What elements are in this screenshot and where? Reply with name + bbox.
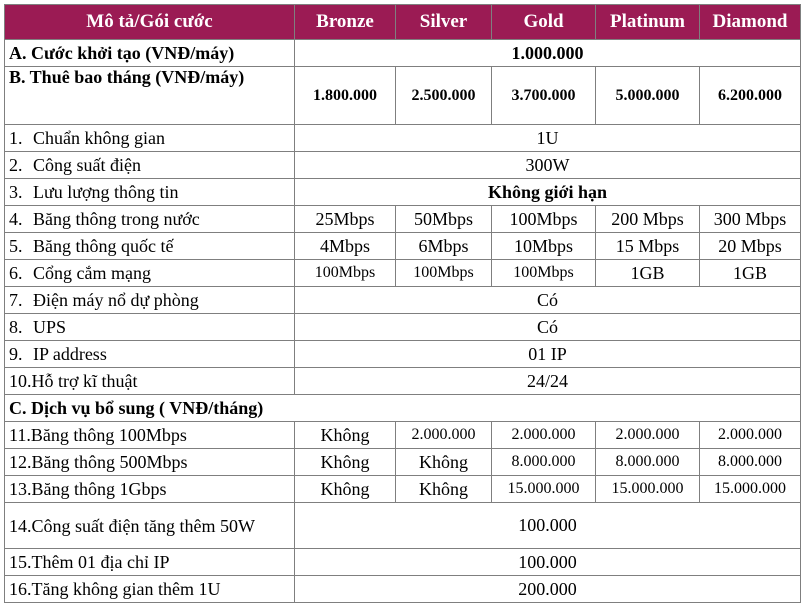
header-row bbox=[5, 5, 801, 40]
extra-value-gold: 15.000.000 bbox=[492, 476, 596, 503]
extra-value-diamond: 2.000.000 bbox=[700, 422, 801, 449]
item-label: 6. Cổng cắm mạng bbox=[5, 260, 295, 287]
extra-value: 100.000 bbox=[295, 503, 801, 549]
price-bronze: 1.800.000 bbox=[295, 67, 396, 125]
extra-value: 200.000 bbox=[295, 576, 801, 603]
section-a-row bbox=[5, 40, 801, 67]
table-row bbox=[5, 287, 801, 314]
extra-label: 14.Công suất điện tăng thêm 50W bbox=[5, 503, 295, 549]
extra-label: 12.Băng thông 500Mbps bbox=[5, 449, 295, 476]
table-row bbox=[5, 233, 801, 260]
extra-value-bronze: Không bbox=[295, 422, 396, 449]
table-row bbox=[5, 576, 801, 603]
item-label: 10.Hỗ trợ kĩ thuật bbox=[5, 368, 295, 395]
extra-label: 15.Thêm 01 địa chỉ IP bbox=[5, 549, 295, 576]
header-gold: Gold bbox=[492, 5, 596, 40]
pricing-table bbox=[4, 4, 801, 603]
table-row bbox=[5, 549, 801, 576]
item-value: Không giới hạn bbox=[295, 179, 801, 206]
extra-label: 11.Băng thông 100Mbps bbox=[5, 422, 295, 449]
section-a-value: 1.000.000 bbox=[295, 40, 801, 67]
item-value: Có bbox=[295, 314, 801, 341]
item-value-silver: 100Mbps bbox=[396, 260, 492, 287]
extra-value-gold: 2.000.000 bbox=[492, 422, 596, 449]
table-row bbox=[5, 368, 801, 395]
item-value: Có bbox=[295, 287, 801, 314]
price-gold: 3.700.000 bbox=[492, 67, 596, 125]
item-value: 300W bbox=[295, 152, 801, 179]
item-label: 8. UPS bbox=[5, 314, 295, 341]
section-a-label: A. Cước khởi tạo (VNĐ/máy) bbox=[5, 40, 295, 67]
item-value-diamond: 20 Mbps bbox=[700, 233, 801, 260]
header-diamond: Diamond bbox=[700, 5, 801, 40]
table-row bbox=[5, 341, 801, 368]
item-value: 24/24 bbox=[295, 368, 801, 395]
extra-value-platinum: 15.000.000 bbox=[596, 476, 700, 503]
price-diamond: 6.200.000 bbox=[700, 67, 801, 125]
extra-value-silver: 2.000.000 bbox=[396, 422, 492, 449]
item-label: 5. Băng thông quốc tế bbox=[5, 233, 295, 260]
table-row bbox=[5, 179, 801, 206]
extra-value-silver: Không bbox=[396, 449, 492, 476]
table-row bbox=[5, 152, 801, 179]
item-label: 9. IP address bbox=[5, 341, 295, 368]
header-bronze: Bronze bbox=[295, 5, 396, 40]
header-platinum: Platinum bbox=[596, 5, 700, 40]
section-b-label: B. Thuê bao tháng (VNĐ/máy) bbox=[5, 67, 295, 125]
table-row bbox=[5, 206, 801, 233]
extra-value-platinum: 8.000.000 bbox=[596, 449, 700, 476]
item-value-platinum: 200 Mbps bbox=[596, 206, 700, 233]
item-label: 4. Băng thông trong nước bbox=[5, 206, 295, 233]
section-c-row bbox=[5, 395, 801, 422]
table-row bbox=[5, 422, 801, 449]
extra-value-gold: 8.000.000 bbox=[492, 449, 596, 476]
item-value-platinum: 1GB bbox=[596, 260, 700, 287]
item-label: 7. Điện máy nổ dự phòng bbox=[5, 287, 295, 314]
price-silver: 2.500.000 bbox=[396, 67, 492, 125]
item-value-gold: 10Mbps bbox=[492, 233, 596, 260]
extra-value-bronze: Không bbox=[295, 476, 396, 503]
item-value-gold: 100Mbps bbox=[492, 260, 596, 287]
item-label: 3. Lưu lượng thông tin bbox=[5, 179, 295, 206]
item-value-diamond: 300 Mbps bbox=[700, 206, 801, 233]
header-desc: Mô tả/Gói cước bbox=[5, 5, 295, 40]
extra-value-diamond: 8.000.000 bbox=[700, 449, 801, 476]
table-row bbox=[5, 503, 801, 549]
extra-label: 13.Băng thông 1Gbps bbox=[5, 476, 295, 503]
extra-value-diamond: 15.000.000 bbox=[700, 476, 801, 503]
item-value-silver: 50Mbps bbox=[396, 206, 492, 233]
item-value-bronze: 100Mbps bbox=[295, 260, 396, 287]
table-row bbox=[5, 449, 801, 476]
item-value-platinum: 15 Mbps bbox=[596, 233, 700, 260]
extra-label: 16.Tăng không gian thêm 1U bbox=[5, 576, 295, 603]
extra-value-platinum: 2.000.000 bbox=[596, 422, 700, 449]
item-value: 1U bbox=[295, 125, 801, 152]
item-value-gold: 100Mbps bbox=[492, 206, 596, 233]
price-platinum: 5.000.000 bbox=[596, 67, 700, 125]
extra-value-silver: Không bbox=[396, 476, 492, 503]
item-label: 2. Công suất điện bbox=[5, 152, 295, 179]
table-row bbox=[5, 125, 801, 152]
table-row bbox=[5, 476, 801, 503]
header-silver: Silver bbox=[396, 5, 492, 40]
item-value-diamond: 1GB bbox=[700, 260, 801, 287]
item-value: 01 IP bbox=[295, 341, 801, 368]
table-row bbox=[5, 260, 801, 287]
item-value-silver: 6Mbps bbox=[396, 233, 492, 260]
table-row bbox=[5, 314, 801, 341]
item-value-bronze: 25Mbps bbox=[295, 206, 396, 233]
item-value-bronze: 4Mbps bbox=[295, 233, 396, 260]
item-label: 1. Chuẩn không gian bbox=[5, 125, 295, 152]
section-c-label: C. Dịch vụ bổ sung ( VNĐ/tháng) bbox=[5, 395, 801, 422]
extra-value-bronze: Không bbox=[295, 449, 396, 476]
section-b-row bbox=[5, 67, 801, 125]
extra-value: 100.000 bbox=[295, 549, 801, 576]
